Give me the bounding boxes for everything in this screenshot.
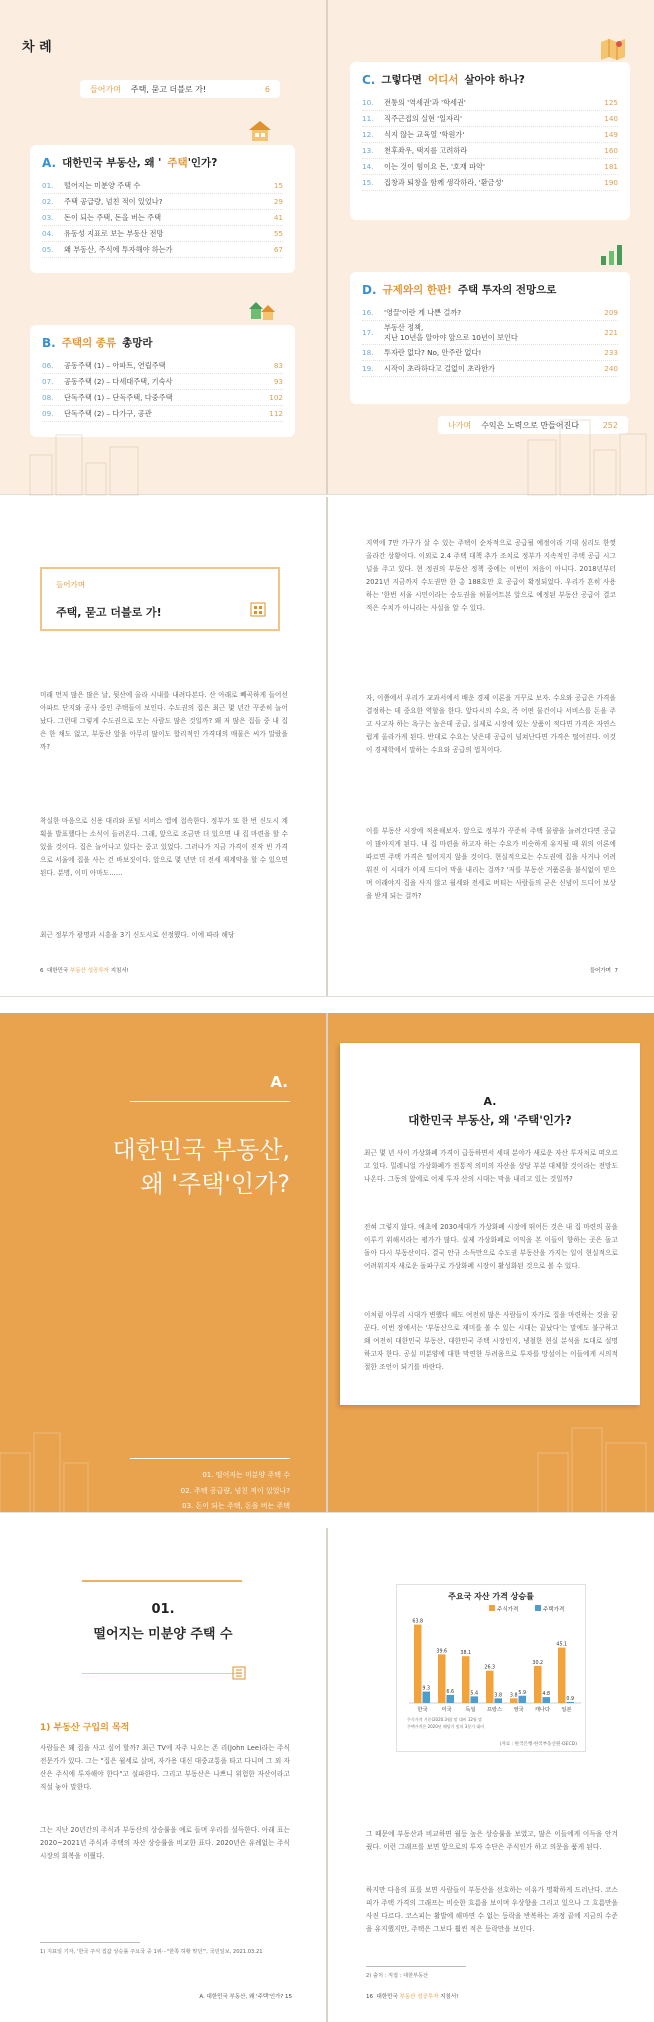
toc-entry-page: 102 [269,393,283,402]
toc-entry-number: 02. [42,197,54,206]
bar [519,1696,527,1703]
divider [82,1580,242,1582]
buildings-illustration [538,1423,648,1513]
toc-entry[interactable] [42,226,283,242]
footer-text: A. 대한민국 부동산, 왜 '주택'인가? [199,1994,285,2000]
section-d-title-hl: 규제와의 한판! [382,284,452,296]
bar [495,1698,503,1703]
section-a-title-hl: 주택 [167,157,188,169]
toc-intro-tag: 들어가며 [90,84,121,94]
toc-entry-title: 단독주택 (1) – 단독주택, 다중주택 [64,392,173,402]
page-number: 7 [614,968,618,974]
toc-entry-number: 04. [42,229,54,238]
toc-entry-number: 08. [42,393,54,402]
paragraph: 미래 먼저 많은 많은 날, 뒷산에 올라 시내를 내려다본다. 산 아래로 빼곡하게 들어선 아파트 단지와 공사 중인 주택들이 보인다. 수도권의 집은 최근 몇 년간 꾸준히 늘어났다. 그런데 그렇게 수도권으로 모는 사람도 많은 것일까? 왜 저 많은 집들 중 내 집은 한 채도 없고, 부동산 앞을 아무리 많이도 합리적인 가격대의 매물은 씨가 말랐을까? [40,691,288,751]
toc-entry[interactable] [362,95,618,111]
bar [567,1702,575,1703]
section-d-title-post: 주택 투자의 전망으로 [457,284,557,296]
paragraph: 하지만 다음의 표를 보면 사람들이 부동산을 선호하는 이유가 명확하게 드러난다. 코스피가 주택 가격의 그래프는 비슷한 흐름을 보이며 우상향을 그리고 있으나 그 흐름만을 사진 다르다. 코스피는 활발에 해마면 수 없는 등락을 반복하는 과정 끝에 지금의 수준을 유지했지만, 주택은 그보다 훨씬 적은 등락만을 보인다. [366,1886,618,1933]
toc-entry[interactable] [42,406,283,422]
growth-chart-icon [600,242,624,266]
toc-intro-title: 주택, 묻고 더블로 가! [130,84,207,94]
toc-entry-page: 190 [604,178,618,187]
card-letter: A. [483,1095,497,1108]
chapter-title-line: 대한민국 부동산, [112,1136,290,1164]
toc-entry-number: 18. [362,348,374,357]
paragraph: 착실한 마음으로 신용 대리와 포털 서비스 앱에 접속한다. 정부가 또 한 번 신도시 계획을 발표했다는 소식이 들려온다. 그래, 앞으로 조금만 더 있으면 내 집 마련을 할 수 있을 것이다. 집은 늘어나고 있다는 중고 있었다. 그러나가 지금 가격이 진작 빈 가격으로 서울에 집을 사는 건 바보짓이다. 앞으로 몇 년만 더 전세 재계약을 할 수 있으면 된다. 분명, 이미 아마도…… [40,817,288,877]
intro-heading-box [40,567,280,631]
toc-entry-number: 13. [362,146,374,155]
footer-text: 대한민국 [47,968,71,974]
chart-note: 주식가격 기준(2020.3월) 말 대비 12월 말 [407,1717,482,1722]
toc-entry-number: 12. [362,130,374,139]
toc-entry-title: 천후좌우, 택지를 고려하라 [384,145,468,155]
chapter-title [112,1133,290,1201]
paragraph: 지역에 7만 가구가 살 수 있는 주택이 순차적으로 공급될 예정이라 기대 심리도 한껏 올라간 상황이다. 이외로 2.4 주택 대책 추가 조치로 정부가 지속적인 주택 공급 시그널을 주고 있다. 현 정권의 부동산 정책 중에는 이번이 처음이 아니다. 2018년부터 2021년 지금까지 수도권만 한 총 188호만 호 공급이 확정되었다. 우리가 흔히 사용하는 '한번 서울 시민이라는 승도권을 허물어트본 알으로 예정된 부동산 공급이 결코 적은 수치가 아니라는 사실을 알 수 있다. [366,539,616,612]
legend-label: 주택가격 [543,1607,565,1613]
paragraph: 최근 몇 년 사이 가상화폐 가격이 급등하면서 세대 분야가 새로운 자산 투자처로 떠오르고 있다. 밀레니얼 가상화폐가 전통적 의미의 자산을 상당 부분 대체할 것이라는 전망도 나온다. 그동의 앞에로 어제 투자 산의 시대는 막을 내리고 있는 것일까? [364,1149,618,1183]
toc-entry-title: 돈이 되는 주택, 돈을 버는 주택 [64,212,162,222]
toc-entry-page: 55 [273,229,283,238]
toc-spread [0,0,654,495]
chapter-list-item: 01. 떨어지는 미분양 주택 수 [202,1471,290,1479]
toc-entry-number: 05. [42,245,54,254]
toc-entry[interactable] [42,178,283,194]
page-number: 6 [40,968,44,974]
toc-entry-title: 떨어지는 미분양 주택 수 [64,180,141,190]
data-label: 3.8 [509,1693,518,1699]
bar [447,1695,455,1703]
toc-entry-title: 전통의 '역세권'과 '학세권' [384,97,466,107]
footer-highlight: 부동산 [399,1994,416,2000]
bar [510,1698,518,1703]
toc-entry[interactable] [362,345,618,361]
intro-right-page [328,497,654,996]
toc-entry-page: 83 [273,361,283,370]
buildings-illustration [0,1433,90,1513]
footnote-rule [366,1966,466,1967]
chapter-intro-card [340,1043,640,1405]
tick-label: 일본 [561,1707,572,1713]
chapter-left-page [0,1013,326,1526]
toc-entry-page: 221 [604,328,618,337]
toc-entry-number: 10. [362,98,374,107]
paragraph: 이처럼 아무리 시대가 변했다 해도 여전히 많은 사람들이 자가로 집을 마련하는 것을 꿈꾼다. 이번 장에서는 '부동산으로 재미를 볼 수 있는 시대는 끝났다'는 말에도 불구하고 왜 여전히 대한민국 부동산, 대한민국 주택 시장인지, 냉철한 현실 분석을 토대로 설명하고자 한다. 공실 미분양에 대한 막연한 두려움으로 투자를 망설이는 이들에게 시의적절한 조언이 되기를 바란다. [364,1311,618,1371]
toc-entry[interactable] [362,111,618,127]
toc-entry[interactable] [362,321,618,345]
toc-intro-entry[interactable] [80,80,280,98]
legend-label: 주식가격 [497,1607,519,1613]
data-label: 38.1 [460,1651,472,1657]
toc-entry-page: 15 [273,181,283,190]
toc-entry-number: 11. [362,114,374,123]
toc-entry-title: 주택 공급량, 넘친 적이 있었나? [64,196,163,206]
chapter-spread [0,1013,654,1526]
intro-left-page [0,497,326,996]
toc-entry-title: 공동주택 (1) – 아파트, 연립주택 [64,360,166,370]
buildings-illustration [30,425,140,495]
toc-left-page [0,0,326,494]
data-label: 39.6 [436,1649,448,1655]
bar [414,1625,422,1703]
footer-text: 대한민국 [376,1994,400,2000]
bar [471,1696,479,1703]
bar [543,1697,551,1703]
toc-entry-page: 160 [604,146,618,155]
house-icon [248,120,272,142]
toc-section-a-title [42,155,283,170]
chapter-list-item: 03. 돈이 되는 주택, 돈을 버는 주택 [182,1502,290,1510]
bar [486,1671,494,1703]
chart-frame [396,1584,586,1752]
divider [130,1101,290,1102]
bar [423,1692,431,1703]
toc-entry-page: 125 [604,98,618,107]
chapter-right-page [328,1013,654,1512]
toc-entry[interactable] [362,159,618,175]
section-a-title-post: '인가? [187,157,218,169]
paragraph: 전혀 그렇지 않다. 애초에 2030세대가 가상화폐 시장에 뛰어든 것은 내 집 마련의 꿈을 이루기 위해서라는 평가가 많다. 실제 가상화폐로 이익을 본 이들이 향하는 곳은 돌고 돌아 다시 부동산이다. 결국 안규 소득만으로 수도권 부동산을 가지는 일이 현실적으로 어려워지자 새로운 돌파구로 가상화폐 시장이 활성화된 것으로 볼 수 있다. [364,1223,618,1270]
section-title: 떨어지는 미분양 주택 수 [93,1627,233,1642]
data-label: 26.3 [484,1665,496,1671]
paragraph: 최근 정부가 광명과 시흥을 3기 신도시로 선정했다. 이에 따라 해당 [40,931,235,939]
data-label: 3.8 [494,1693,503,1699]
data-label: 9.3 [422,1686,431,1692]
toc-entry[interactable] [362,143,618,159]
chapter-title-line: 왜 '주택'인가? [140,1170,290,1198]
section-number: 01. [151,1602,175,1617]
toc-entry-number: 16. [362,308,374,317]
footnote-rule [40,1942,140,1943]
toc-entry[interactable] [42,358,283,374]
toc-entry-number: 07. [42,377,54,386]
tick-label: 한국 [417,1707,428,1713]
toc-entry[interactable] [42,210,283,226]
toc-entry-title: 이는 것이 힘이요 돈, '호재 파악' [384,161,485,171]
section-c-title-pre: 그렇다면 [381,74,422,86]
data-label: 0.9 [566,1696,575,1702]
chart-title: 주요국 자산 가격 상승률 [448,1592,534,1601]
toc-entry-title: 시작이 초라하다고 걸없이 초라한가 [384,363,496,373]
map-icon [600,38,626,60]
footer-text: 지침서! [438,1994,459,2000]
chapter-letter: A. [270,1073,288,1091]
paragraph: 그는 지난 20년간의 주식과 부동산의 상승률을 예로 들며 우리를 설득한다. 아래 표는 2020~2021년 주식과 주택의 자산 상승률을 비교한 표다. 2020년은 유례없는 주식 시장의 회복을 이뤘다. [40,1826,290,1860]
legend-swatch [535,1605,541,1611]
tick-label: 캐나다 [534,1707,551,1713]
tick-label: 영국 [513,1707,524,1713]
divider [130,1458,290,1459]
footer-text: 지침서! [108,968,129,974]
paragraph: 이를 부동산 시장에 적용해보자. 앞으로 정부가 꾸준히 주택 물량을 늘려간다면 공급이 많아지게 된다. 내 집 마련을 하고자 하는 수요가 비슷하게 유지될 때 위의 이론에 따르면 주택 가격은 떨어지지 않을 것이다. 현실적으로는 수도권에 집을 사거나 어려워진 이 시대가 이제 드디어 막을 내리는 걸까? '저를 부동산 거품론을 불식없이 믿으며 이래야지 집을 사지 않고 월세와 전세로 버티는 사람들의 굳은 신념이 드디어 보상을 받게 되는 걸까? [366,827,616,900]
toc-entry-page: 93 [273,377,283,386]
toc-entry-page: 149 [604,130,618,139]
paragraph: 그 때문에 부동산과 비교하면 월등 높은 상승률을 보였고, 많은 이들에게 이득을 안겨줬다. 이런 그래프를 보면 앞으로의 투자 수단은 주식인가 하고 의문을 품게 된다. [366,1830,618,1851]
footer-text: 들어가며 [589,968,611,974]
toc-entry[interactable] [362,127,618,143]
toc-entry[interactable] [42,374,283,390]
chapter-list-item: 04. 유동성 지표로 보는 부동산 전망 [179,1517,290,1526]
building-icon [250,599,266,617]
toc-section-b-title [42,335,283,350]
toc-entry[interactable] [362,175,618,191]
section-c-letter: C. [362,72,376,87]
footer-text: 성공투자 [415,1994,439,2000]
toc-entry-number: 06. [42,361,54,370]
page-footer [199,1992,292,2000]
toc-entry-page: 140 [604,114,618,123]
section-c-title-post: 살아야 하나? [464,74,525,86]
page-number: 16 [366,1994,373,2000]
toc-outro-title: 수익은 노력으로 만들어진다 [481,420,580,430]
data-label: 63.8 [412,1619,424,1625]
section-d-letter: D. [362,282,377,297]
data-label: 5.9 [518,1690,527,1696]
data-label: 5.4 [470,1691,479,1697]
data-label: 45.1 [556,1642,568,1648]
toc-entry-number: 19. [362,364,374,373]
data-label: 6.6 [446,1689,455,1695]
tick-label: 미국 [441,1707,452,1713]
toc-section-c [350,62,630,220]
toc-entry-page: 67 [273,245,283,254]
legend-swatch [489,1605,495,1611]
toc-intro-page: 6 [264,84,270,94]
paragraph: 자, 이쯤에서 우리가 교과서에서 배운 경제 이론을 거꾸로 보자. 수요와 공급은 가격을 결정하는 데 중요한 역할을 한다. 앞다시의 수요, 즉 어떤 물건이나 서비스를 돈을 주고 사고자 하는 욕구는 높은데 공급, 실제로 시장에 있는 상품이 적다면 가격은 자연스럽게 올라가게 된다. 반대로 수요는 낮은데 공급이 넘쳐난다면 가격은 떨어진다. 이것이 경제학에서 말하는 수요와 공급의 법칙이다. [366,694,616,754]
toc-heading: 차 례 [22,40,52,55]
section-a-letter: A. [42,155,57,170]
footer-highlight: 부동산 [70,968,86,974]
footnote: 2) 출처 : 직접 : 대한부동산 [366,1973,429,1979]
toc-entry-title: 공동주택 (2) – 다세대주택, 기숙사 [64,376,173,386]
houses-icon [248,300,276,322]
section-right-page [328,1528,654,2022]
toc-entry-number: 14. [362,162,374,171]
chart-note: 주택가격은 2020년 해당기 및의 3분기 대비 [407,1724,485,1729]
toc-section-c-title [362,72,618,87]
subsection-heading: 1) 부동산 구입의 목적 [40,1723,130,1733]
buildings-illustration [528,420,648,495]
bar [558,1648,566,1703]
toc-entry-page: 240 [604,364,618,373]
footer-text: 성공투자 [85,968,109,974]
paragraph: 사람들은 왜 집을 사고 싶어 할까? 최근 TV에 자주 나오는 존 리(John Lee)라는 주식 전문가가 있다. 그는 "집은 월세로 살며, 자가용 대신 대중교통을 타고 다니며 그 외 자산은 주식에 투자해야 한다"고 설파한다. 그리고 부동산은 나쁘니 위험한 자산이라고 직설 놓아 말한다. [40,1744,290,1791]
chart-source: (자료 : 한국은행·한국부동산원·OECD) [499,1742,577,1747]
intro-title: 주택, 묻고 더블로 가! [56,606,162,619]
toc-section-d [350,272,630,404]
toc-entry-title: 왜 부동산, 주식에 투자해야 하는가 [64,244,173,254]
toc-entry-page: 112 [269,409,283,418]
section-left-page [0,1528,326,2022]
toc-entry-number: 01. [42,181,54,190]
toc-entry[interactable] [42,390,283,406]
chapter-list-item: 02. 주택 공급량, 넘친 적이 있었나? [180,1486,290,1495]
toc-entry-title: 투자란 없다? No, 안주란 없다! [384,347,482,357]
page-footer [590,966,618,974]
card-title: 대한민국 부동산, 왜 '주택'인가? [408,1113,572,1127]
tick-label: 독일 [465,1707,476,1713]
toc-entry-page: 29 [273,197,283,206]
toc-section-d-title [362,282,618,297]
intro-spread [0,497,654,997]
divider [82,1673,242,1674]
toc-section-b [30,325,295,437]
toc-entry[interactable] [42,194,283,210]
toc-entry-title: 유동성 지표로 보는 부동산 전망 [64,228,164,238]
section-b-letter: B. [42,335,56,350]
section-b-title-hl: 주택의 종류 [61,337,117,349]
toc-entry-title: 집창과 퇴창을 함께 생각하라, '환금성' [384,177,504,187]
tick-label: 프랑스 [486,1707,503,1713]
toc-section-a [30,145,295,273]
building-icon [232,1666,246,1680]
intro-label: 들어가며 [56,580,85,589]
toc-outro-tag: 나가며 [448,420,472,430]
toc-entry-page: 41 [273,213,283,222]
data-label: 30.2 [532,1660,544,1666]
page-footer [40,966,129,974]
toc-outro-page: 252 [602,420,618,430]
toc-entry[interactable] [362,305,618,321]
toc-entry-title: 식지 않는 교육열 '학원가' [384,129,465,139]
section-spread [0,1528,654,2022]
toc-entry[interactable] [362,361,618,377]
toc-entry-title: 부동산 정책, 지난 10년을 알아야 앞으로 10년이 보인다 [384,322,518,342]
section-a-title-pre: 대한민국 부동산, 왜 ' [62,157,162,169]
toc-entry-title: 직주근접의 실현 '일자리' [384,113,462,123]
footnote: 1) 지표일 기자, '한국 주식 집값 상승률 주요국 중 1위···"한쪽 허황 맞던"', 국민일보, 2021.03.21 [40,1949,263,1955]
toc-entry-number: 09. [42,409,54,418]
toc-right-page [328,0,654,494]
section-b-title-post: 총망라 [122,337,153,349]
bar [462,1656,470,1703]
toc-entry-title: 단독주택 (2) – 다가구, 공관 [64,408,152,418]
toc-entry-page: 209 [604,308,618,317]
bar [438,1654,446,1703]
toc-entry-number: 03. [42,213,54,222]
page-number: 15 [285,1994,292,2000]
page-footer [366,1992,458,2000]
bar [534,1666,542,1703]
section-c-title-hl: 어디서 [427,74,459,86]
data-label: 4.8 [542,1692,551,1698]
chart [397,1585,587,1753]
toc-entry[interactable] [42,242,283,258]
toc-entry-page: 181 [604,162,618,171]
toc-entry-title: '영끌'이란 게 나쁜 걸까? [384,307,462,317]
toc-entry-page: 233 [604,348,618,357]
toc-entry-number: 15. [362,178,374,187]
toc-entry-number: 17. [362,328,374,337]
